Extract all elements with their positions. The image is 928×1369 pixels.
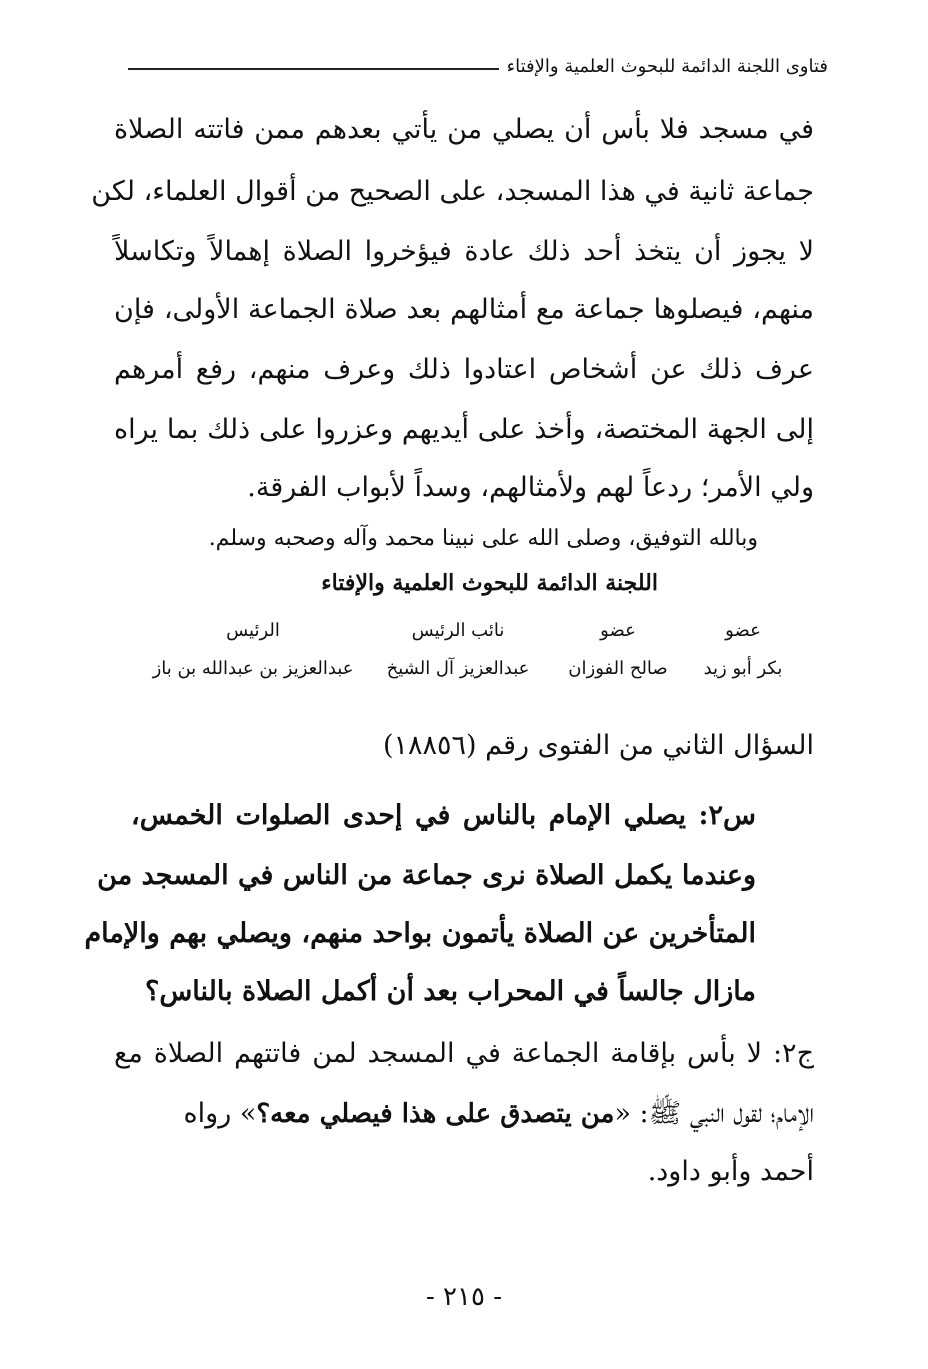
body-line: منهم، فيصلوها جماعة مع أمثالهم بعد صلاة الجماعة الأولى، فإن (114, 294, 814, 325)
body-line: عرف ذلك عن أشخاص اعتادوا ذلك وعرف منهم، رفع أمرهم (114, 354, 814, 385)
signatory-name: عبدالعزيز بن عبدالله بن باز (152, 658, 354, 679)
question-heading: السؤال الثاني من الفتوى رقم (١٨٨٥٦) (382, 730, 814, 761)
answer-suffix: » رواه (183, 1098, 257, 1129)
signatory-name: صالح الفوزان (568, 658, 668, 679)
question-line: وعندما يكمل الصلاة نرى جماعة من الناس في المسجد من (97, 860, 756, 891)
signatory-titles-row (138, 612, 798, 650)
body-line: إلى الجهة المختصة، وأخذ على أيديهم وعزروا على ذلك بما يراه (114, 414, 814, 445)
answer-line-with-hadith (114, 1094, 814, 1134)
question-line: س٢: يصلي الإمام بالناس في إحدى الصلوات الخمس، (131, 800, 756, 831)
running-header (128, 56, 828, 77)
signatory-title: نائب الرئيس (411, 620, 505, 641)
signatures-block (138, 612, 798, 688)
header-rule (128, 68, 499, 70)
page-number: - ٢١٥ - (425, 1282, 503, 1312)
answer-line: أحمد وأبو داود. (647, 1156, 814, 1187)
running-header-title: فتاوى اللجنة الدائمة للبحوث العلمية والإفتاء (506, 56, 828, 77)
signatory-title: عضو (725, 620, 761, 641)
signatory-name: عبدالعزيز آل الشيخ (386, 658, 530, 679)
question-line: مازال جالساً في المحراب بعد أن أكمل الصلاة بالناس؟ (145, 976, 756, 1007)
committee-name: اللجنة الدائمة للبحوث العلمية والإفتاء (321, 570, 658, 596)
closing-prayer: وبالله التوفيق، وصلى الله على نبينا محمد وآله وصحبه وسلم. (208, 526, 758, 551)
question-line: المتأخرين عن الصلاة يأتمون بواحد منهم، ويصلي بهم والإمام (84, 918, 756, 949)
signatory-names-row (138, 650, 798, 688)
signatory-name: بكر أبو زيد (703, 658, 783, 679)
body-line: ولي الأمر؛ ردعاً لهم ولأمثالهم، وسداً لأبواب الفرقة. (247, 472, 814, 503)
signatory-title: الرئيس (226, 620, 280, 641)
answer-prefix: الإمام؛ لقول النبي ﷺ: « (614, 1098, 814, 1129)
body-line: لا يجوز أن يتخذ أحد ذلك عادة فيؤخروا الصلاة إهمالاً وتكاسلاً (114, 236, 814, 267)
signatory-title: عضو (600, 620, 636, 641)
body-line: جماعة ثانية في هذا المسجد، على الصحيح من أقوال العلماء، لكن (91, 176, 814, 207)
body-line: في مسجد فلا بأس أن يصلي من يأتي بعدهم ممن فاتته الصلاة (114, 114, 814, 145)
answer-line: ج٢: لا بأس بإقامة الجماعة في المسجد لمن فاتتهم الصلاة مع (114, 1038, 814, 1069)
hadith-quote: من يتصدق على هذا فيصلي معه؟ (256, 1099, 615, 1129)
